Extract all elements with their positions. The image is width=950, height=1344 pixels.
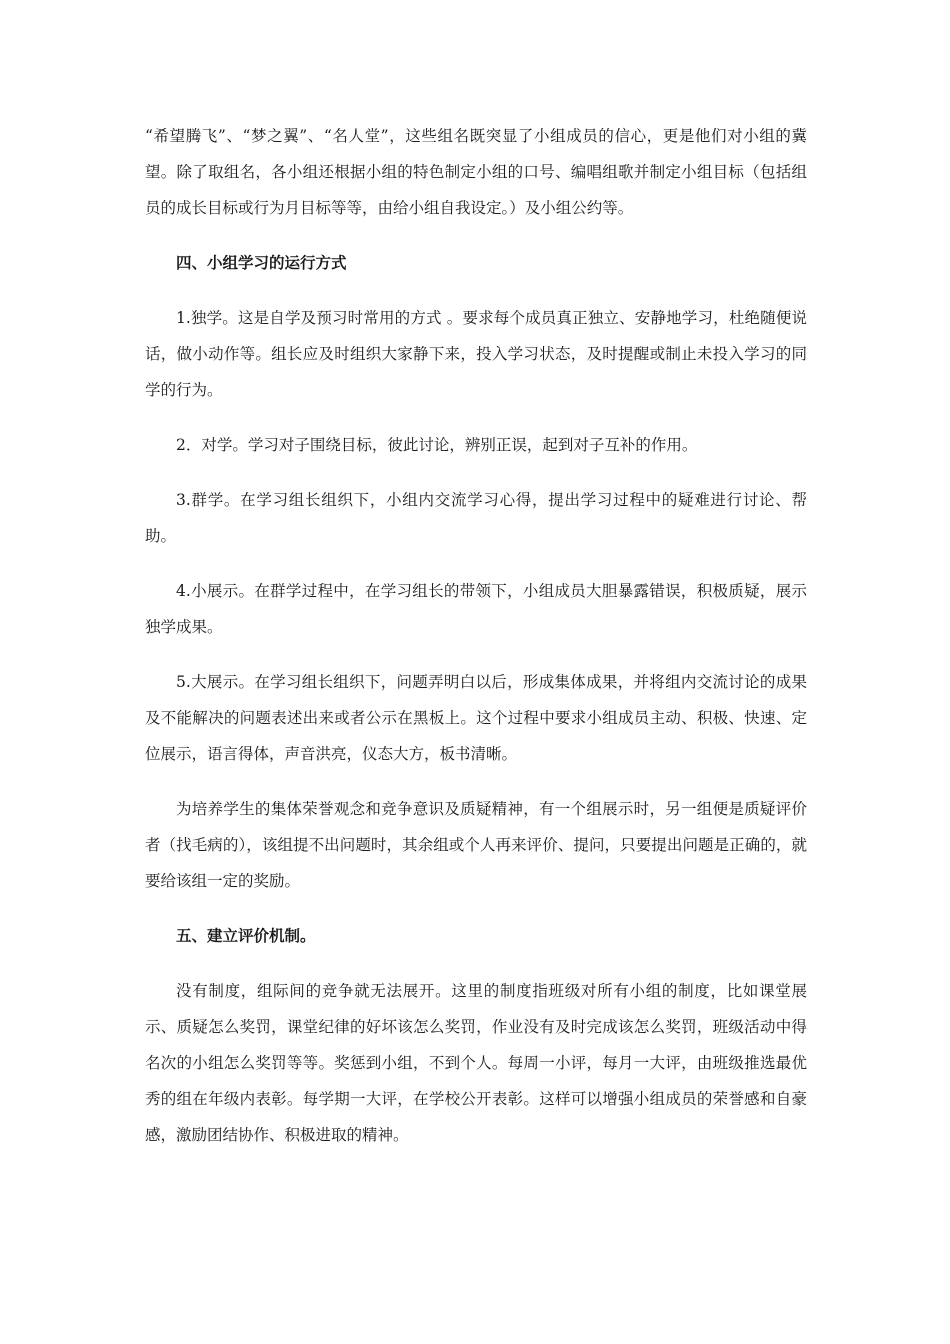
section-4-item-5: 5.大展示。在学习组长组织下，问题弄明白以后，形成集体成果，并将组内交流讨论的成果及不能解决的问题表述出来或者公示在黑板上。这个过程中要求小组成员主动、积极、快速、定位展示，语言得体，声音洪亮，仪态大方，板书清晰。	[145, 673, 807, 763]
spacer	[145, 954, 807, 973]
intro-paragraph: “希望腾飞”、“梦之翼”、“名人堂”，这些组名既突显了小组成员的信心，更是他们对小组的冀望。除了取组名，各小组还根据小组的特色制定小组的口号、编唱组歌并制定小组目标（包括组员的成长目标或行为月目标等等，由给小组自我设定。）及小组公约等。	[145, 127, 807, 217]
spacer	[145, 281, 807, 300]
section-4-heading: 四、小组学习的运行方式	[176, 253, 347, 272]
section-4-item-1: 1.独学。这是自学及预习时常用的方式 。要求每个成员真正独立、安静地学习，杜绝随便说话，做小动作等。组长应及时组织大家静下来，投入学习状态，及时提醒或制止未投入学习的同学的行为。	[145, 309, 807, 399]
document-page	[145, 118, 807, 1153]
section-4-item-2: 2．对学。学习对子围绕目标，彼此讨论，辨别正误，起到对子互补的作用。	[176, 436, 698, 454]
spacer	[145, 772, 807, 791]
section-5-heading: 五、建立评价机制。	[176, 926, 316, 945]
spacer	[145, 645, 807, 664]
spacer	[145, 408, 807, 427]
section-4-item-4: 4.小展示。在群学过程中，在学习组长的带领下，小组成员大胆暴露错误，积极质疑，展示独学成果。	[145, 582, 807, 636]
section-4-summary-paragraph: 为培养学生的集体荣誉观念和竞争意识及质疑精神，有一个组展示时，另一组便是质疑评价者（找毛病的），该组提不出问题时，其余组或个人再来评价、提问，只要提出问题是正确的，就要给该组一定的奖励。	[145, 800, 807, 890]
spacer	[145, 463, 807, 482]
section-4-item-3: 3.群学。在学习组长组织下，小组内交流学习心得，提出学习过程中的疑难进行讨论、帮助。	[145, 491, 807, 545]
section-5-paragraph: 没有制度，组际间的竞争就无法展开。这里的制度指班级对所有小组的制度，比如课堂展示、质疑怎么奖罚，课堂纪律的好坏该怎么奖罚，作业没有及时完成该怎么奖罚，班级活动中得名次的小组怎么奖罚等等。奖惩到小组，不到个人。每周一小评，每月一大评，由班级推选最优秀的组在年级内表彰。每学期一大评，在学校公开表彰。这样可以增强小组成员的荣誉感和自豪感，激励团结协作、积极进取的精神。	[145, 982, 807, 1144]
spacer	[145, 899, 807, 918]
spacer	[145, 554, 807, 573]
spacer	[145, 226, 807, 245]
